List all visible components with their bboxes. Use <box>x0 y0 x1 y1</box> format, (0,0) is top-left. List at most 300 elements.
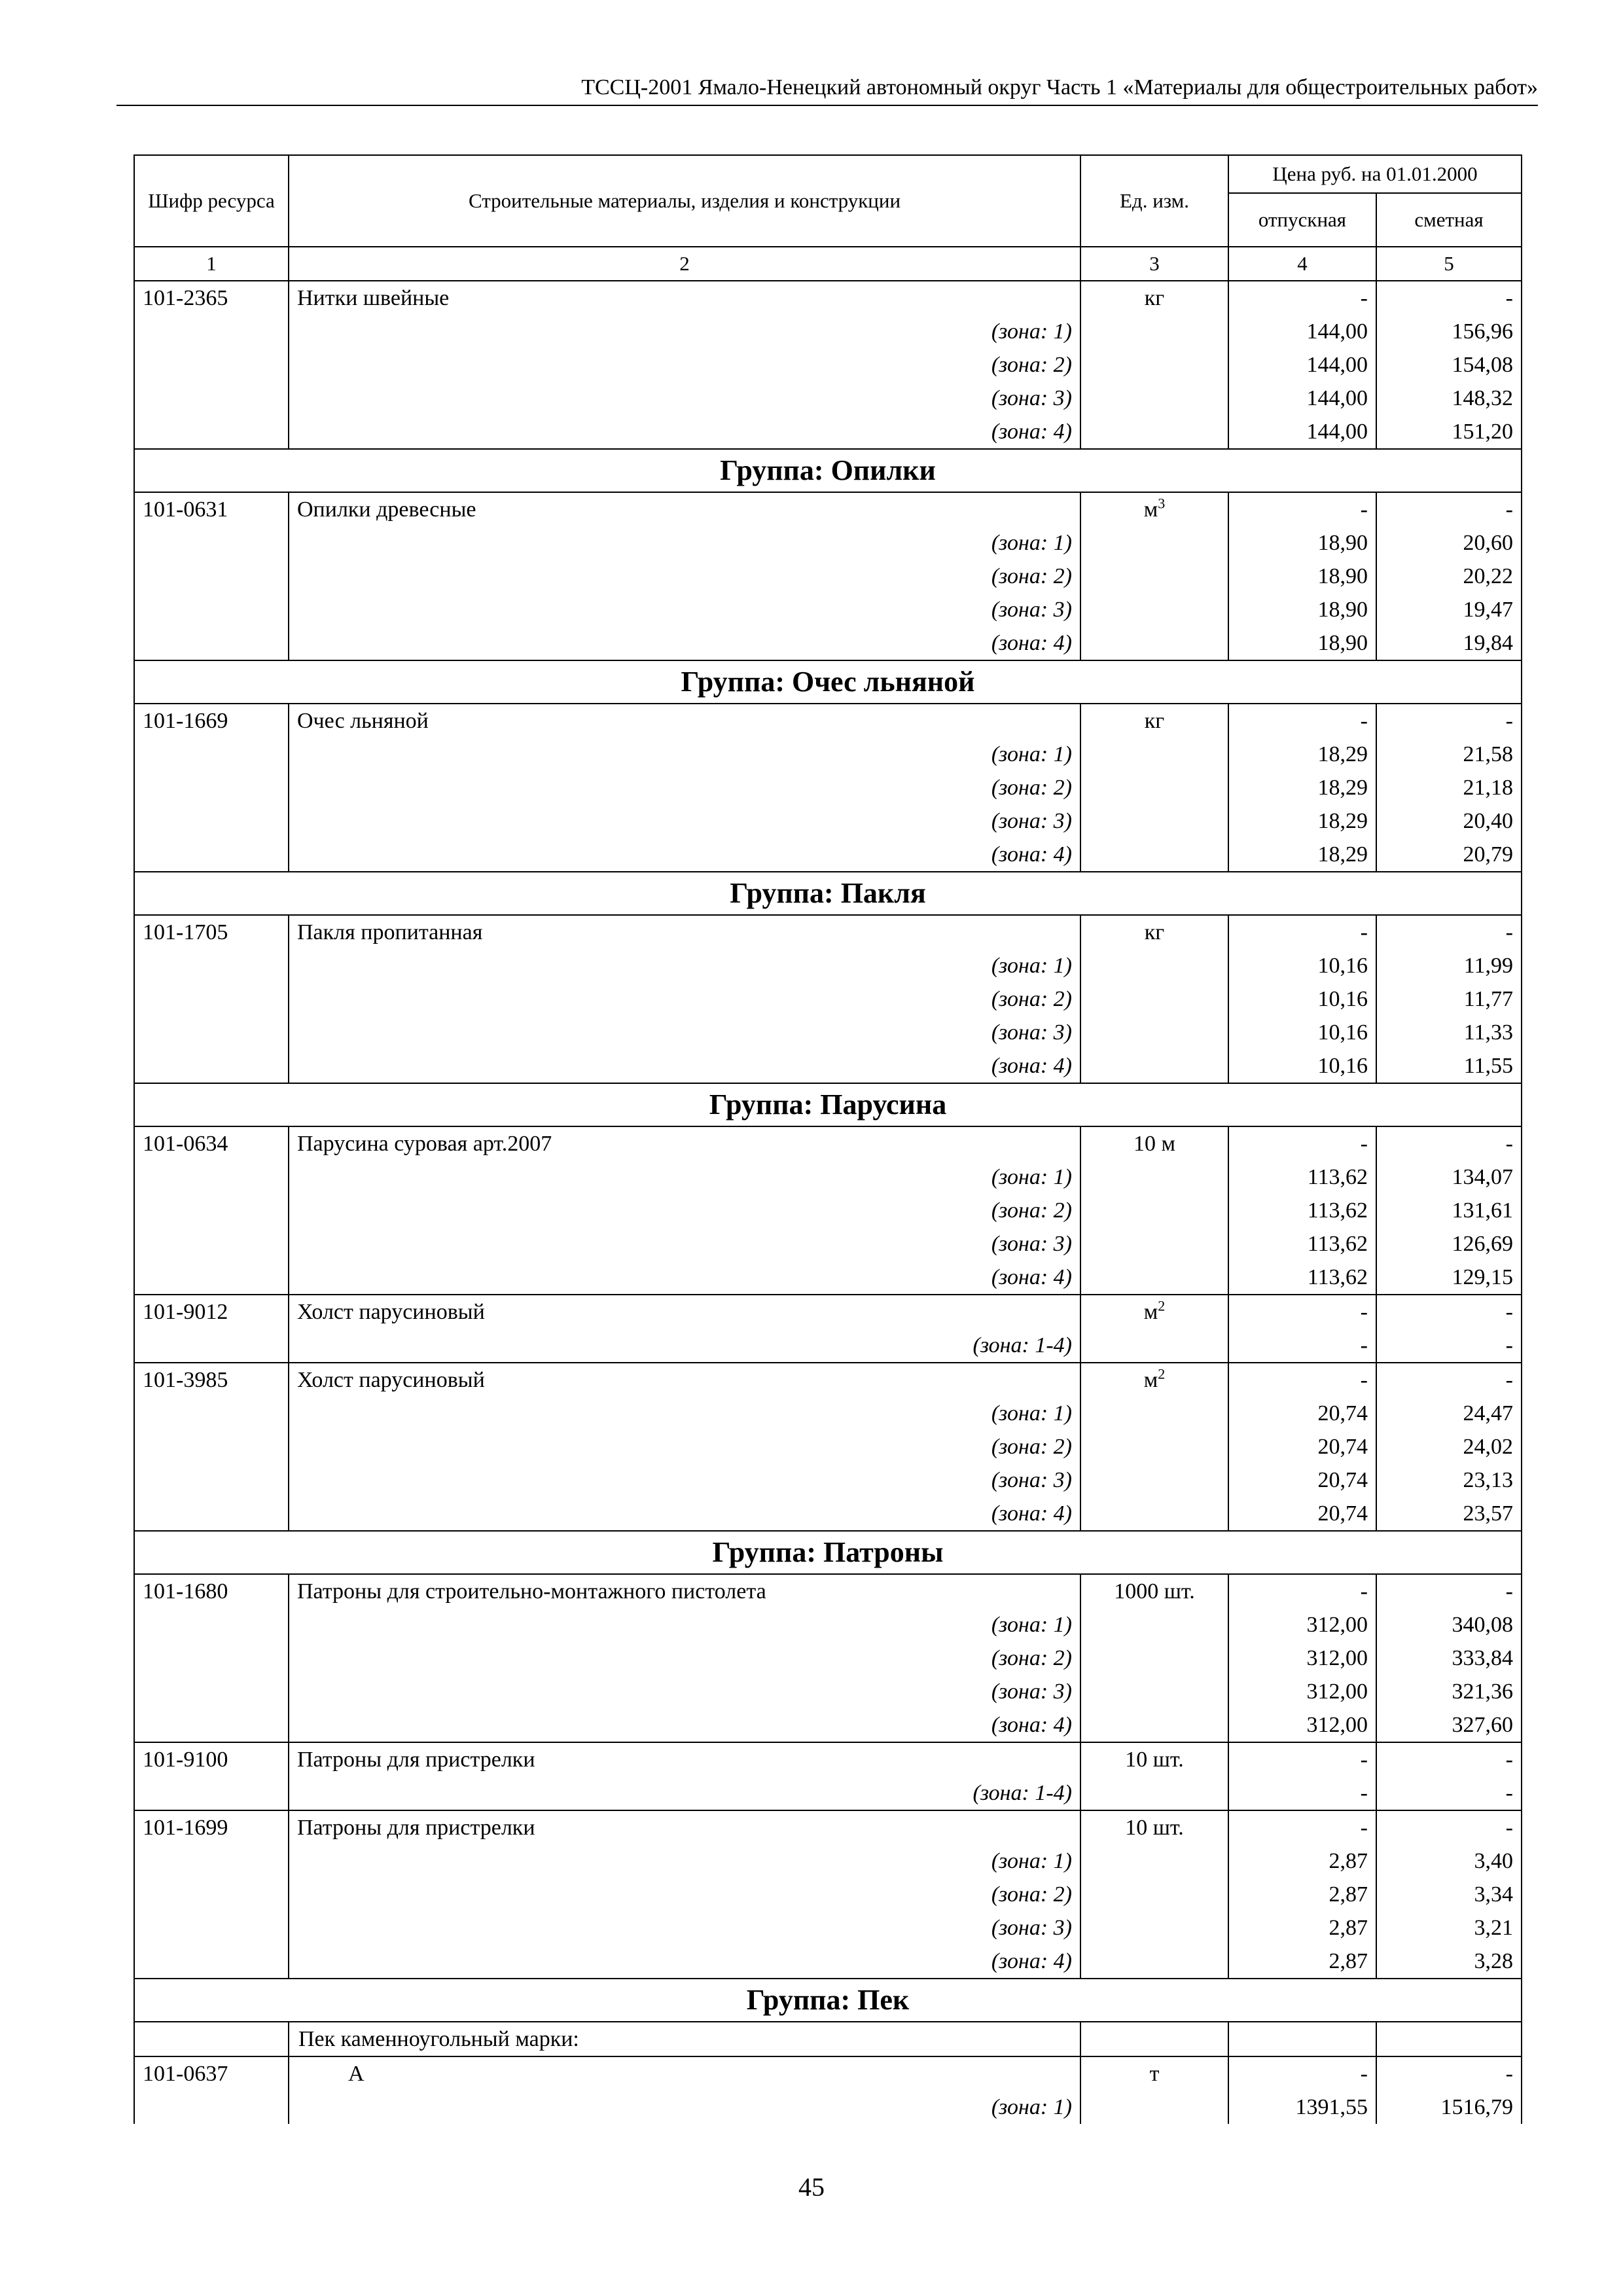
unit-text: 10 м <box>1133 1132 1175 1156</box>
resource-code: 101-0634 <box>134 1126 289 1160</box>
unit-text: 1000 шт. <box>1114 1579 1195 1604</box>
estimate-price: 19,47 <box>1376 593 1522 626</box>
zone-row <box>134 1160 1522 1194</box>
zone-row <box>134 771 1522 804</box>
code-cell-empty <box>134 526 289 560</box>
unit-cell-empty <box>1080 771 1228 804</box>
zone-row <box>134 1261 1522 1295</box>
estimate-price: - <box>1376 492 1522 526</box>
release-price: 18,29 <box>1228 771 1376 804</box>
resource-code: 101-0637 <box>134 2056 289 2090</box>
group-row <box>134 1979 1522 2022</box>
zone-row <box>134 1329 1522 1363</box>
estimate-price: 321,36 <box>1376 1675 1522 1708</box>
estimate-price: 3,28 <box>1376 1945 1522 1979</box>
unit-cell-empty <box>1080 1608 1228 1641</box>
estimate-price: 3,21 <box>1376 1911 1522 1945</box>
zone-row <box>134 1776 1522 1810</box>
zone-row <box>134 1194 1522 1227</box>
zone-row <box>134 1708 1522 1742</box>
code-cell-empty <box>134 415 289 449</box>
resource-code: 101-1669 <box>134 704 289 738</box>
estimate-price: 21,58 <box>1376 738 1522 771</box>
group-row <box>134 1531 1522 1574</box>
release-price: 20,74 <box>1228 1463 1376 1497</box>
release-price: 18,90 <box>1228 626 1376 660</box>
release-price: 18,90 <box>1228 526 1376 560</box>
col-number-5: 5 <box>1376 247 1522 281</box>
zone-label: (зона: 3) <box>289 382 1080 415</box>
estimate-price: 156,96 <box>1376 315 1522 348</box>
zone-label: (зона: 4) <box>289 1945 1080 1979</box>
zone-label: (зона: 2) <box>289 348 1080 382</box>
zone-label: (зона: 4) <box>289 1049 1080 1083</box>
unit-cell-empty <box>1080 2022 1228 2056</box>
zone-row <box>134 1641 1522 1675</box>
unit-cell-empty <box>1080 626 1228 660</box>
zone-row <box>134 1397 1522 1430</box>
release-price: 312,00 <box>1228 1708 1376 1742</box>
unit-cell-empty <box>1080 1261 1228 1295</box>
estimate-price: - <box>1376 1776 1522 1810</box>
unit-cell-empty <box>1080 348 1228 382</box>
estimate-price: - <box>1376 281 1522 315</box>
release-price: 18,90 <box>1228 593 1376 626</box>
code-cell-empty <box>134 1911 289 1945</box>
zone-label: (зона: 4) <box>289 626 1080 660</box>
code-cell-empty <box>134 1049 289 1083</box>
estimate-price: 20,79 <box>1376 838 1522 872</box>
estimate-price: 126,69 <box>1376 1227 1522 1261</box>
unit-text: кг <box>1144 709 1165 733</box>
release-price: 144,00 <box>1228 315 1376 348</box>
unit-cell-empty <box>1080 1878 1228 1911</box>
estimate-price: - <box>1376 1810 1522 1844</box>
zone-label: (зона: 1) <box>289 738 1080 771</box>
resource-code: 101-3985 <box>134 1363 289 1397</box>
group-title: Группа: Пек <box>134 1979 1522 2022</box>
zone-label: (зона: 3) <box>289 1675 1080 1708</box>
running-header: ТССЦ-2001 Ямало-Ненецкий автономный округ Часть 1 «Материалы для общестроительных работ» <box>116 72 1538 106</box>
release-price: - <box>1228 1329 1376 1363</box>
code-cell-empty <box>134 1675 289 1708</box>
unit-text: т <box>1149 2062 1160 2086</box>
unit-cell <box>1080 1742 1228 1776</box>
release-price: 18,29 <box>1228 838 1376 872</box>
col-header-code: Шифр ресурса <box>134 155 289 247</box>
estimate-price: 24,02 <box>1376 1430 1522 1463</box>
unit-superscript: 3 <box>1158 495 1166 512</box>
release-price: 113,62 <box>1228 1160 1376 1194</box>
code-cell-empty <box>134 1497 289 1531</box>
unit-cell-empty <box>1080 804 1228 838</box>
release-price: 20,74 <box>1228 1497 1376 1531</box>
material-name: Парусина суровая арт.2007 <box>289 1126 1080 1160</box>
zone-label: (зона: 2) <box>289 771 1080 804</box>
zone-row <box>134 1608 1522 1641</box>
col-header-unit: Ед. изм. <box>1080 155 1228 247</box>
estimate-price: 129,15 <box>1376 1261 1522 1295</box>
price-table <box>134 154 1522 2124</box>
unit-cell <box>1080 1363 1228 1397</box>
code-cell-empty <box>134 1430 289 1463</box>
resource-code: 101-9012 <box>134 1295 289 1329</box>
release-price: 18,29 <box>1228 738 1376 771</box>
release-price: 312,00 <box>1228 1675 1376 1708</box>
code-cell-empty <box>134 1397 289 1430</box>
col-header-price: Цена руб. на 01.01.2000 <box>1228 155 1522 193</box>
estimate-price: 11,99 <box>1376 949 1522 982</box>
unit-cell-empty <box>1080 1708 1228 1742</box>
code-cell-empty <box>134 1945 289 1979</box>
release-price: 312,00 <box>1228 1641 1376 1675</box>
col-header-name: Строительные материалы, изделия и конструкции <box>289 155 1080 247</box>
estimate-price: 333,84 <box>1376 1641 1522 1675</box>
zone-label: (зона: 2) <box>289 1641 1080 1675</box>
unit-text: кг <box>1144 920 1165 944</box>
unit-cell <box>1080 492 1228 526</box>
estimate-price: 11,55 <box>1376 1049 1522 1083</box>
estimate-price: 134,07 <box>1376 1160 1522 1194</box>
unit-cell-empty <box>1080 838 1228 872</box>
unit-cell-empty <box>1080 1194 1228 1227</box>
release-price: 10,16 <box>1228 1049 1376 1083</box>
unit-superscript: 2 <box>1158 1365 1166 1382</box>
zone-row <box>134 1497 1522 1531</box>
release-price: 2,87 <box>1228 1911 1376 1945</box>
estimate-cell-empty <box>1376 2022 1522 2056</box>
item-row <box>134 704 1522 738</box>
release-cell-empty <box>1228 2022 1376 2056</box>
release-price: - <box>1228 1776 1376 1810</box>
zone-label: (зона: 1) <box>289 2090 1080 2124</box>
group-title: Группа: Очес льняной <box>134 660 1522 704</box>
zone-label: (зона: 1-4) <box>289 1329 1080 1363</box>
estimate-price: - <box>1376 1363 1522 1397</box>
material-name: Патроны для строительно-монтажного пистолета <box>289 1574 1080 1608</box>
unit-cell-empty <box>1080 1397 1228 1430</box>
item-row <box>134 1810 1522 1844</box>
zone-row <box>134 526 1522 560</box>
unit-cell <box>1080 2056 1228 2090</box>
estimate-price: 21,18 <box>1376 771 1522 804</box>
zone-label: (зона: 1) <box>289 315 1080 348</box>
release-price: 20,74 <box>1228 1397 1376 1430</box>
zone-row <box>134 982 1522 1016</box>
resource-code: 101-9100 <box>134 1742 289 1776</box>
estimate-price: 20,40 <box>1376 804 1522 838</box>
unit-cell <box>1080 281 1228 315</box>
estimate-price: 19,84 <box>1376 626 1522 660</box>
release-price: 144,00 <box>1228 382 1376 415</box>
unit-cell-empty <box>1080 315 1228 348</box>
estimate-price: - <box>1376 1126 1522 1160</box>
release-price: 144,00 <box>1228 415 1376 449</box>
zone-row <box>134 1911 1522 1945</box>
unit-cell-empty <box>1080 1675 1228 1708</box>
code-cell-empty <box>134 593 289 626</box>
estimate-price: 11,77 <box>1376 982 1522 1016</box>
estimate-price: - <box>1376 2056 1522 2090</box>
group-row <box>134 872 1522 915</box>
resource-code: 101-0631 <box>134 492 289 526</box>
estimate-price: - <box>1376 1574 1522 1608</box>
estimate-price: - <box>1376 1295 1522 1329</box>
unit-text: 10 шт. <box>1125 1816 1184 1840</box>
material-name: А <box>289 2056 1080 2090</box>
estimate-price: 23,57 <box>1376 1497 1522 1531</box>
unit-text: м <box>1143 1300 1158 1324</box>
estimate-price: 151,20 <box>1376 415 1522 449</box>
estimate-price: 327,60 <box>1376 1708 1522 1742</box>
estimate-price: 24,47 <box>1376 1397 1522 1430</box>
release-price: 2,87 <box>1228 1844 1376 1878</box>
zone-label: (зона: 3) <box>289 1911 1080 1945</box>
zone-row <box>134 560 1522 593</box>
unit-cell-empty <box>1080 1911 1228 1945</box>
group-row <box>134 449 1522 492</box>
release-price: - <box>1228 704 1376 738</box>
unit-text: м <box>1143 497 1158 522</box>
code-cell-empty <box>134 1463 289 1497</box>
zone-label: (зона: 1) <box>289 526 1080 560</box>
code-cell-empty <box>134 1641 289 1675</box>
unit-cell-empty <box>1080 738 1228 771</box>
unit-cell-empty <box>1080 982 1228 1016</box>
zone-label: (зона: 3) <box>289 1463 1080 1497</box>
note-row <box>134 2022 1522 2056</box>
zone-label: (зона: 1-4) <box>289 1776 1080 1810</box>
code-cell-empty <box>134 1016 289 1049</box>
release-price: 10,16 <box>1228 982 1376 1016</box>
unit-cell-empty <box>1080 593 1228 626</box>
release-price: 10,16 <box>1228 1016 1376 1049</box>
estimate-price: 3,34 <box>1376 1878 1522 1911</box>
zone-label: (зона: 3) <box>289 804 1080 838</box>
release-price: - <box>1228 1574 1376 1608</box>
zone-label: (зона: 4) <box>289 838 1080 872</box>
release-price: 20,74 <box>1228 1430 1376 1463</box>
table-body <box>134 281 1522 2124</box>
group-row <box>134 1083 1522 1126</box>
zone-row <box>134 804 1522 838</box>
group-title: Группа: Парусина <box>134 1083 1522 1126</box>
zone-row <box>134 1463 1522 1497</box>
unit-cell-empty <box>1080 1844 1228 1878</box>
note-text: Пек каменноугольный марки: <box>289 2022 1080 2056</box>
col-number-2: 2 <box>289 247 1080 281</box>
material-name: Патроны для пристрелки <box>289 1742 1080 1776</box>
release-price: 113,62 <box>1228 1194 1376 1227</box>
estimate-price: 148,32 <box>1376 382 1522 415</box>
code-cell-empty <box>134 1608 289 1641</box>
estimate-price: 23,13 <box>1376 1463 1522 1497</box>
zone-row <box>134 949 1522 982</box>
item-row <box>134 1574 1522 1608</box>
item-row <box>134 1126 1522 1160</box>
code-cell-empty <box>134 1844 289 1878</box>
estimate-price: 20,60 <box>1376 526 1522 560</box>
unit-cell-empty <box>1080 1160 1228 1194</box>
unit-cell <box>1080 1126 1228 1160</box>
zone-label: (зона: 4) <box>289 1497 1080 1531</box>
zone-label: (зона: 2) <box>289 1194 1080 1227</box>
zone-label: (зона: 2) <box>289 982 1080 1016</box>
item-row <box>134 1742 1522 1776</box>
col-number-1: 1 <box>134 247 289 281</box>
unit-cell <box>1080 1295 1228 1329</box>
material-name: Патроны для пристрелки <box>289 1810 1080 1844</box>
zone-row <box>134 2090 1522 2124</box>
estimate-price: - <box>1376 915 1522 949</box>
zone-row <box>134 626 1522 660</box>
zone-row <box>134 1878 1522 1911</box>
release-price: - <box>1228 1810 1376 1844</box>
zone-label: (зона: 2) <box>289 560 1080 593</box>
code-cell-empty <box>134 626 289 660</box>
code-cell-empty <box>134 982 289 1016</box>
zone-row <box>134 738 1522 771</box>
code-cell-empty <box>134 1708 289 1742</box>
estimate-price: - <box>1376 704 1522 738</box>
code-cell-empty <box>134 949 289 982</box>
zone-label: (зона: 3) <box>289 1227 1080 1261</box>
unit-cell-empty <box>1080 2090 1228 2124</box>
zone-label: (зона: 4) <box>289 1708 1080 1742</box>
unit-cell-empty <box>1080 949 1228 982</box>
code-cell-empty <box>134 1329 289 1363</box>
code-cell-empty <box>134 771 289 804</box>
unit-cell-empty <box>1080 1776 1228 1810</box>
zone-row <box>134 415 1522 449</box>
unit-cell <box>1080 704 1228 738</box>
unit-text: кг <box>1144 286 1165 310</box>
code-cell-empty <box>134 2022 289 2056</box>
item-row <box>134 2056 1522 2090</box>
unit-cell-empty <box>1080 415 1228 449</box>
material-name: Очес льняной <box>289 704 1080 738</box>
code-cell-empty <box>134 1776 289 1810</box>
zone-row <box>134 593 1522 626</box>
unit-superscript: 2 <box>1158 1297 1166 1314</box>
material-name: Холст парусиновый <box>289 1295 1080 1329</box>
estimate-price: 131,61 <box>1376 1194 1522 1227</box>
item-row <box>134 1295 1522 1329</box>
unit-cell-empty <box>1080 1945 1228 1979</box>
release-price: - <box>1228 915 1376 949</box>
unit-cell-empty <box>1080 1641 1228 1675</box>
group-title: Группа: Патроны <box>134 1531 1522 1574</box>
estimate-price: 154,08 <box>1376 348 1522 382</box>
release-price: 113,62 <box>1228 1261 1376 1295</box>
code-cell-empty <box>134 348 289 382</box>
unit-cell-empty <box>1080 1049 1228 1083</box>
zone-label: (зона: 2) <box>289 1430 1080 1463</box>
col-header-estimate: сметная <box>1376 193 1522 247</box>
release-price: - <box>1228 1126 1376 1160</box>
unit-cell <box>1080 1810 1228 1844</box>
unit-text: 10 шт. <box>1125 1748 1184 1772</box>
resource-code: 101-1699 <box>134 1810 289 1844</box>
unit-cell-empty <box>1080 1329 1228 1363</box>
code-cell-empty <box>134 1261 289 1295</box>
material-name: Нитки швейные <box>289 281 1080 315</box>
zone-row <box>134 1227 1522 1261</box>
code-cell-empty <box>134 382 289 415</box>
release-price: - <box>1228 1295 1376 1329</box>
estimate-price: 340,08 <box>1376 1608 1522 1641</box>
zone-label: (зона: 4) <box>289 415 1080 449</box>
release-price: - <box>1228 2056 1376 2090</box>
zone-row <box>134 1945 1522 1979</box>
release-price: 18,29 <box>1228 804 1376 838</box>
resource-code: 101-2365 <box>134 281 289 315</box>
code-cell-empty <box>134 804 289 838</box>
item-row <box>134 915 1522 949</box>
release-price: - <box>1228 1363 1376 1397</box>
material-name: Холст парусиновый <box>289 1363 1080 1397</box>
unit-cell-empty <box>1080 382 1228 415</box>
zone-label: (зона: 3) <box>289 593 1080 626</box>
zone-label: (зона: 2) <box>289 1878 1080 1911</box>
page-number: 45 <box>798 2172 825 2202</box>
item-row <box>134 281 1522 315</box>
code-cell-empty <box>134 838 289 872</box>
estimate-price: - <box>1376 1742 1522 1776</box>
release-price: 10,16 <box>1228 949 1376 982</box>
release-price: - <box>1228 1742 1376 1776</box>
release-price: 2,87 <box>1228 1878 1376 1911</box>
release-price: 1391,55 <box>1228 2090 1376 2124</box>
zone-row <box>134 382 1522 415</box>
unit-cell-empty <box>1080 1497 1228 1531</box>
code-cell-empty <box>134 2090 289 2124</box>
unit-cell <box>1080 1574 1228 1608</box>
estimate-price: 3,40 <box>1376 1844 1522 1878</box>
zone-row <box>134 838 1522 872</box>
zone-label: (зона: 1) <box>289 1608 1080 1641</box>
code-cell-empty <box>134 1194 289 1227</box>
unit-cell-empty <box>1080 1463 1228 1497</box>
col-header-release: отпускная <box>1228 193 1376 247</box>
col-number-3: 3 <box>1080 247 1228 281</box>
release-price: - <box>1228 281 1376 315</box>
unit-cell-empty <box>1080 526 1228 560</box>
item-row <box>134 1363 1522 1397</box>
col-number-4: 4 <box>1228 247 1376 281</box>
estimate-price: 11,33 <box>1376 1016 1522 1049</box>
zone-label: (зона: 1) <box>289 1844 1080 1878</box>
release-price: 113,62 <box>1228 1227 1376 1261</box>
zone-row <box>134 1844 1522 1878</box>
resource-code: 101-1680 <box>134 1574 289 1608</box>
group-row <box>134 660 1522 704</box>
estimate-price: - <box>1376 1329 1522 1363</box>
release-price: 18,90 <box>1228 560 1376 593</box>
unit-cell-empty <box>1080 1430 1228 1463</box>
zone-row <box>134 1675 1522 1708</box>
unit-cell <box>1080 915 1228 949</box>
release-price: - <box>1228 492 1376 526</box>
zone-row <box>134 1049 1522 1083</box>
zone-row <box>134 1016 1522 1049</box>
estimate-price: 20,22 <box>1376 560 1522 593</box>
release-price: 144,00 <box>1228 348 1376 382</box>
material-name: Пакля пропитанная <box>289 915 1080 949</box>
zone-label: (зона: 1) <box>289 1160 1080 1194</box>
code-cell-empty <box>134 738 289 771</box>
material-name: Опилки древесные <box>289 492 1080 526</box>
